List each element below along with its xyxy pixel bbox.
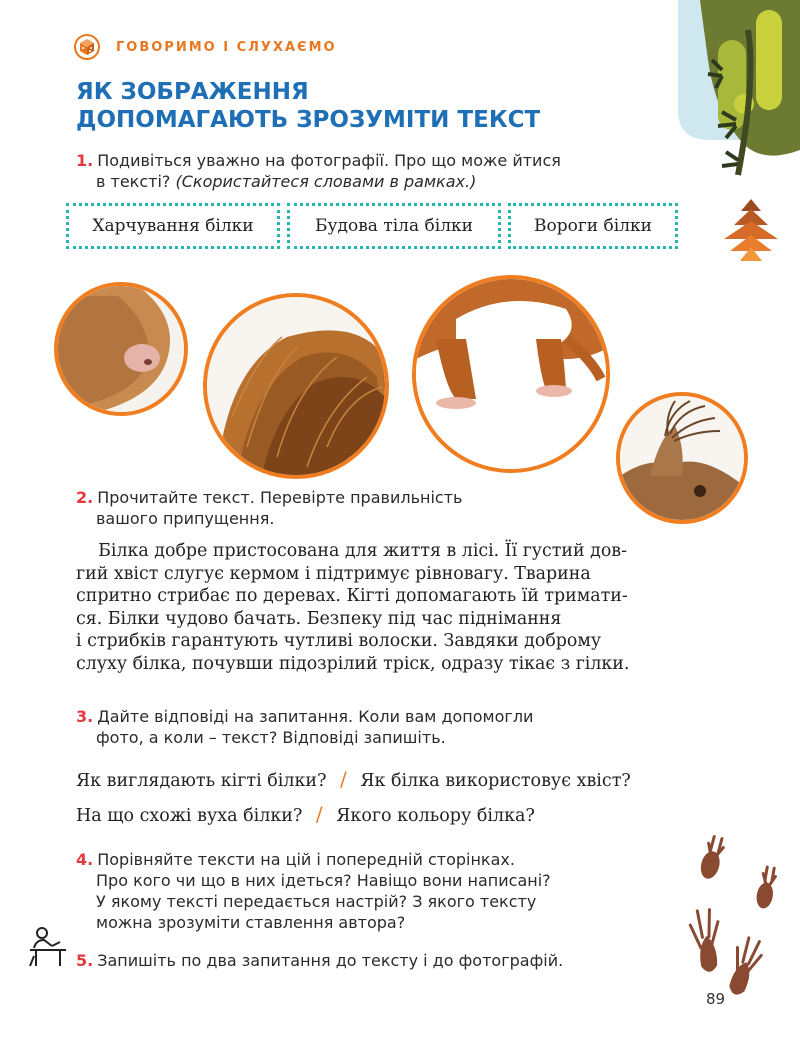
task-3 [76,706,676,748]
task-1-line-1: Подивіться уважно на фотографії. Про що може йтися [97,151,561,170]
reading-line-6: слуху білка, почувши підозрілий тріск, одразу тікає з гілки. [76,653,630,674]
task-4-line-4: можна зрозуміти ставлення автора? [96,913,406,932]
task-3-line-1: Дайте відповіді на запитання. Коли вам допомогли [97,707,534,726]
reading-text [76,540,728,676]
task-2-number: 2. [76,488,94,507]
task-5-number: 5. [76,951,94,970]
task-2-line-1: Прочитайте текст. Перевірте правильність [97,488,463,507]
task-1-number: 1. [76,151,94,170]
question-separator: / [315,802,323,826]
title-line-1: ЯК ЗОБРАЖЕННЯ [76,79,309,105]
tree-decoration-icon [660,0,800,200]
question-color: Якого кольору білка? [336,806,535,826]
page-title [76,78,616,134]
question-tail: Як білка використовує хвіст? [360,771,631,791]
task-4-line-1: Порівняйте тексти на цій і попередній сторінках. [97,850,515,869]
task-3-number: 3. [76,707,94,726]
question-separator: / [340,767,347,791]
squirrel-nose-photo [54,282,188,416]
section-label: ГОВОРИМО І СЛУХАЄМО [116,40,337,55]
dice-cube-icon [74,34,100,60]
task-3-line-2: фото, а коли – текст? Відповіді запишіть. [96,728,446,747]
task-1-line-2: в тексті? [96,172,176,191]
task-4-line-3: У якому тексті передається настрій? З якого тексту [96,892,537,911]
word-box-body-structure: Будова тіла білки [287,203,501,249]
questions-row-2 [76,802,535,826]
reading-line-3: спритно стрибає по деревах. Кігті допомагають їй тримати- [76,586,628,607]
task-4-line-2: Про кого чи що в них ідеться? Навіщо вони написані? [96,871,551,890]
squirrel-tail-photo [203,293,389,479]
squirrel-paws-photo [412,275,610,473]
page-number: 89 [706,990,726,1008]
task-5-line-1: Запишіть по два запитання до тексту і до фотографій. [97,951,564,970]
question-ears: На що схожі вуха білки? [76,806,303,826]
reading-line-2: гий хвіст слугує кермом і підтримує рівновагу. Тварина [76,563,591,584]
writing-student-icon [26,926,70,968]
task-1-hint: (Скористайтеся словами в рамках.) [175,172,477,191]
task-1 [76,150,676,192]
paw-prints-icon [670,826,800,1026]
reading-line-1: Білка добре пристосована для життя в лісі. Її густий дов- [76,541,627,561]
title-line-2: ДОПОМАГАЮТЬ ЗРОЗУМІТИ ТЕКСТ [76,107,541,133]
pinecone-icon [716,195,786,265]
question-claws: Як виглядають кігті білки? [76,771,327,791]
task-2-line-2: вашого припущення. [96,509,275,528]
word-box-enemies: Вороги білки [508,203,678,249]
reading-line-4: ся. Білки чудово бачать. Безпеку під час піднімання [76,608,562,629]
task-5 [76,950,676,971]
reading-line-5: і стрибків гарантують чутливі волоски. Завдяки доброму [76,631,602,652]
task-2 [76,487,676,529]
task-4 [76,849,676,933]
word-box-nutrition: Харчування білки [66,203,280,249]
task-4-number: 4. [76,850,94,869]
questions-row-1 [76,767,631,791]
